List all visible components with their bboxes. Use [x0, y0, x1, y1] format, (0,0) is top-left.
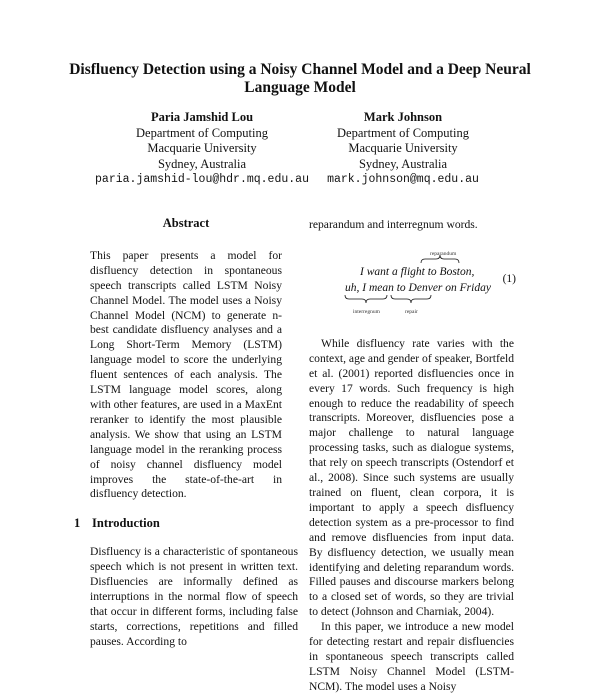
interregnum-label: interregnum — [353, 308, 380, 315]
paper-title: Disfluency Detection using a Noisy Channel Model and a Deep Neural Language Model — [69, 61, 531, 96]
example-number: (1) — [502, 272, 516, 285]
author-block-1 — [84, 110, 320, 188]
example-line-2: uh, I mean to Denver on Friday — [345, 281, 491, 294]
right-column-lead: reparandum and interregnum words. — [309, 218, 478, 231]
author-block-2 — [318, 110, 488, 188]
abstract-heading: Abstract — [162, 216, 210, 230]
reparandum-label: reparandum — [430, 250, 457, 257]
repair-label: repair — [405, 308, 418, 315]
example-line-1: I want a flight to Boston, — [360, 265, 475, 278]
interregnum-brace — [345, 295, 387, 303]
paragraph-2: In this paper, we introduce a new model for detecting restart and repair disfluencies in spontaneous speech transcripts called LSTM Noisy Channel Model (LSTM-NCM). The model uses a Noisy — [309, 620, 514, 693]
author-university: Macquarie University — [348, 141, 458, 155]
author-email: mark.johnson@mq.edu.au — [327, 173, 479, 186]
example-1 — [309, 239, 514, 329]
abstract-text: This paper presents a model for disfluency detection in spontaneous speech transcripts called LSTM Noisy Channel Model. The model uses a Noisy Channel Model (NCM) to generate n-best candidate disfluency analyses and a Long Short-Term Memory (LSTM) language model to score the underlying fluent sentences of each analysis. The LSTM language model scores, along with other features, are used in a MaxEnt reranker to identify the most plausible analysis. We show that using an LSTM language model in the reranking process of noisy channel disfluency model improves the state-of-the-art in disfluency detection. — [90, 248, 282, 501]
right-column — [309, 218, 514, 695]
author-name: Paria Jamshid Lou — [150, 110, 254, 124]
author-department: Department of Computing — [337, 125, 469, 140]
author-university: Macquarie University — [147, 141, 257, 155]
left-column — [74, 216, 298, 650]
paragraph-1: While disfluency rate varies with the context, age and gender of speaker, Bortfeld et al. (2001) reported disfluencies once in every 17 words. Such frequency is high enough to reduce the readability of speech transcripts. Moreover, disfluencies pose a major challenge to natural language processing tasks, such as dialogue systems, that rely on speech transcripts (Ostendorf et al., 2008). Since such systems are usually trained on fluent, clean corpora, it is important to apply a speech disfluency detection system as a pre-processor to find and remove disfluencies from input data. By disfluency detection, we usually mean identifying and deleting reparandum words. Filled pauses and discourse markers belong to a closed set of words, so they are trivial to detect (Johnson and Charniak, 2004). — [309, 336, 514, 619]
introduction-text: Disfluency is a characteristic of spontaneous speech which is not present in written text. Disfluencies are informally defined as interruptions in the normal flow of speech that occur in different forms, including false starts, corrections, repetitions and filled pauses. According to — [90, 545, 298, 648]
section-title: Introduction — [92, 516, 160, 531]
author-department: Department of Computing — [136, 125, 268, 140]
author-location: Sydney, Australia — [157, 156, 247, 171]
author-location: Sydney, Australia — [358, 156, 448, 171]
section-number: 1 — [74, 516, 81, 531]
author-name: Mark Johnson — [363, 110, 443, 124]
repair-brace — [391, 295, 431, 303]
author-email: paria.jamshid-lou@hdr.mq.edu.au — [95, 173, 309, 186]
introduction-heading — [74, 516, 282, 531]
